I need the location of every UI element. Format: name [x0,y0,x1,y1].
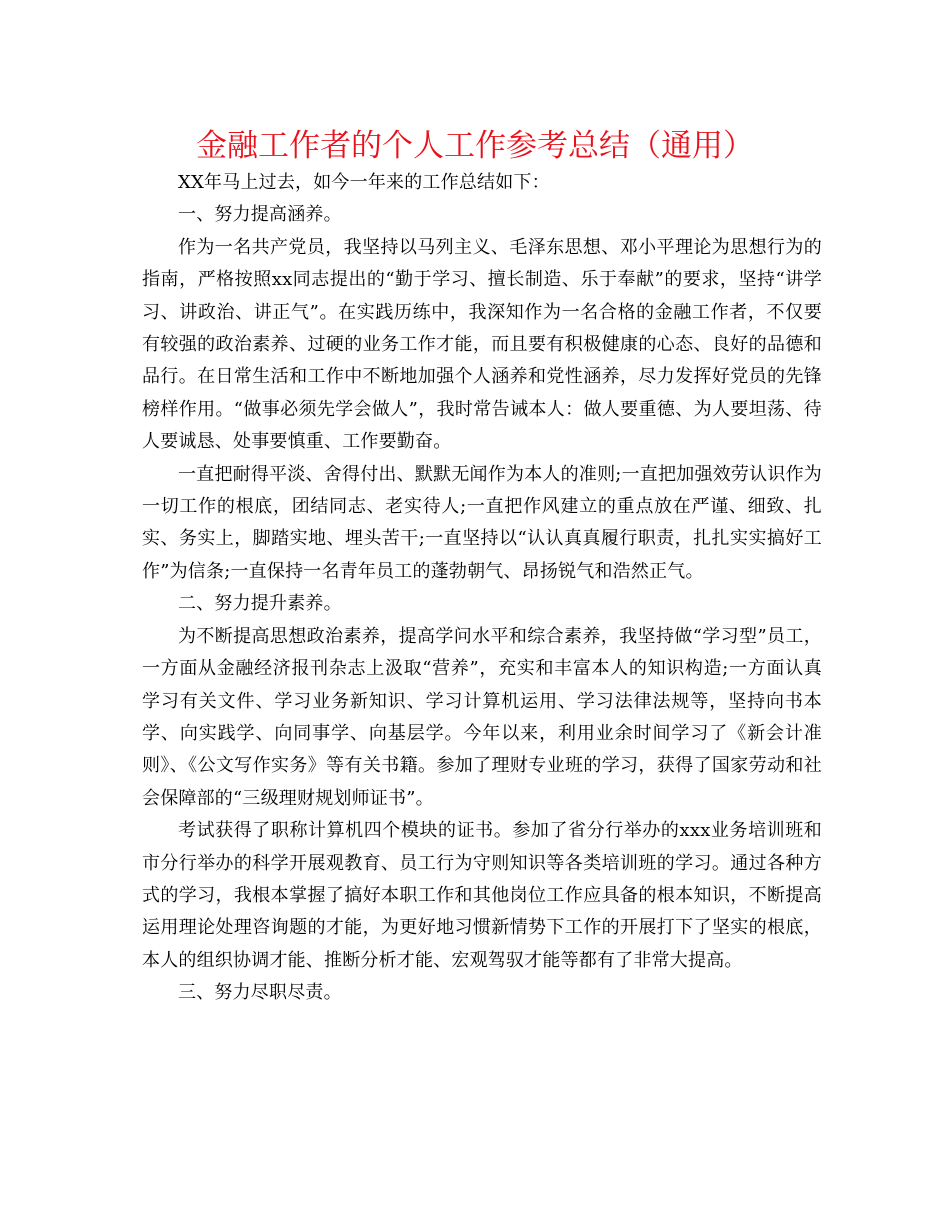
section-heading-2: 二、努力提升素养。 [178,593,342,615]
paragraph-learning: 为不断提高思想政治素养，提高学问水平和综合素养，我坚持做“学习型”员工，一方面从金融经济报刊杂志上汲取“营养”，充实和丰富本人的知识构造;一方面认真学习有关文件、学习业务新知识、学习计算机运用、学习法律法规等，坚持向书本学、向实践学、向同事学、向基层学。今年以来，利用业余时间学习了《新会计准则》、《公文写作实务》等有关书籍。参加了理财专业班的学习，获得了国家劳动和社会保障部的“三级理财规划师证书”。 [142,625,822,809]
section-heading-1: 一、努力提高涵养。 [178,204,342,226]
document-title: 金融工作者的个人工作参考总结（通用） [196,128,754,164]
document-body [142,167,822,1010]
intro-paragraph: XX年马上过去，如今一年来的工作总结如下： [178,172,550,193]
paragraph-training: 考试获得了职称计算机四个模块的证书。参加了省分行举办的xxx业务培训班和市分行举办的科学开展观教育、员工行为守则知识等各类培训班的学习。通过各种方式的学习，我根本掌握了搞好本职工作和其他岗位工作应具备的根本知识，不断提高运用理论处理咨询题的才能，为更好地习惯新情势下工作的开展打下了坚实的根底，本人的组织协调才能、推断分析才能、宏观驾驭才能等都有了非常大提高。 [142,820,822,971]
paragraph-principles: 一直把耐得平淡、舍得付出、默默无闻作为本人的准则;一直把加强效劳认识作为一切工作的根底，团结同志、老实待人;一直把作风建立的重点放在严谨、细致、扎实、务实上，脚踏实地、埋头苦干;一直坚持以“认认真真履行职责，扎扎实实搞好工作”为信条;一直保持一名青年员工的蓬勃朝气、昂扬锐气和浩然正气。 [142,463,822,582]
section-heading-3: 三、努力尽职尽责。 [178,982,342,1004]
paragraph-cultivation: 作为一名共产党员，我坚持以马列主义、毛泽东思想、邓小平理论为思想行为的指南，严格按照xx同志提出的“勤于学习、擅长制造、乐于奉献”的要求，坚持“讲学习、讲政治、讲正气”。在实践历练中，我深知作为一名合格的金融工作者，不仅要有较强的政治素养、过硬的业务工作才能，而且要有积极健康的心态、良好的品德和品行。在日常生活和工作中不断地加强个人涵养和党性涵养，尽力发挥好党员的先锋榜样作用。“做事必须先学会做人”，我时常告诫本人：做人要重德、为人要坦荡、待人要诚恳、处事要慎重、工作要勤奋。 [142,236,822,453]
